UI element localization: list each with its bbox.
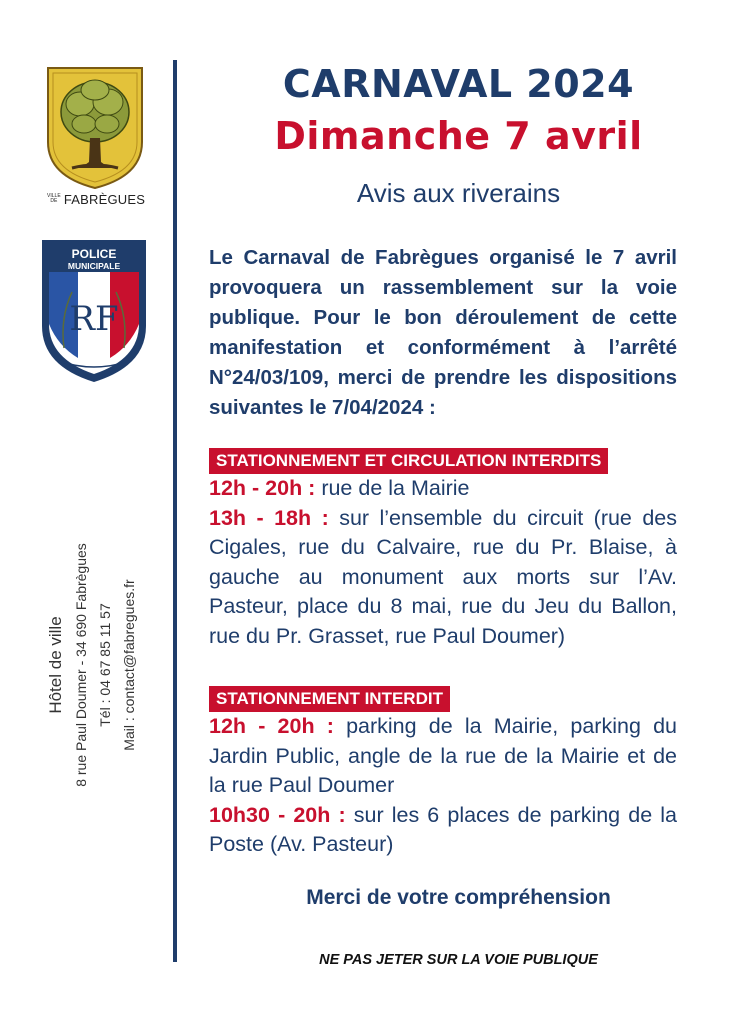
- address-name: Hôtel de ville: [46, 616, 65, 714]
- city-name-prefix: VILLE DE: [47, 193, 61, 204]
- footer-note: NE PAS JETER SUR LA VOIE PUBLIQUE: [319, 952, 598, 968]
- city-name-text: FABRÈGUES: [63, 191, 146, 207]
- police-municipale-badge: [38, 238, 150, 384]
- section-entry: [209, 712, 677, 801]
- badge-line2: MUNICIPALE: [67, 261, 121, 271]
- address-mail: Mail : contact@fabregues.fr: [121, 579, 137, 751]
- section-parking: [209, 712, 677, 860]
- entry-text: parking de la Mairie, parking du Jardin Public, angle de la rue de la Mairie et de la rue Paul Doumer: [209, 714, 677, 797]
- event-date: Dimanche 7 avril: [274, 114, 643, 158]
- section-label-parking-traffic: STATIONNEMENT ET CIRCULATION INTERDITS: [209, 448, 608, 474]
- badge-line1: POLICE: [71, 247, 117, 261]
- city-name: [44, 190, 148, 208]
- badge-monogram: RF: [69, 299, 119, 339]
- address-street: 8 rue Paul Doumer - 34 690 Fabrègues: [73, 543, 89, 787]
- closing-thanks: Merci de votre compréhension: [306, 886, 611, 909]
- section-entry: [209, 474, 677, 504]
- police-shield-icon: [38, 238, 150, 384]
- entry-time: 12h - 20h :: [209, 714, 334, 738]
- intro-paragraph: Le Carnaval de Fabrègues organisé le 7 avril provoquera un rassemblement sur la voie publique. Pour le bon déroulement de cette manifestation et conformément à l’arrêté N°24/03/109, merci de prendre les dispositions suivantes le 7/04/2024 :: [209, 246, 677, 419]
- oak-tree-icon: [44, 64, 146, 192]
- address-phone: Tél : 04 67 85 11 57: [97, 603, 113, 727]
- notice-subtitle: Avis aux riverains: [356, 178, 561, 208]
- event-title: CARNAVAL 2024: [282, 62, 635, 106]
- entry-text: sur l’ensemble du circuit (rue des Cigales, rue du Calvaire, rue du Pr. Blaise, à gauche au monument aux morts sur l’Av. Pasteur, place du 8 mai, rue du Jeu du Ballon, rue du Pr. Grasset, rue Paul Doumer): [209, 505, 677, 648]
- entry-time: 12h - 20h :: [209, 476, 316, 500]
- vertical-divider: [173, 60, 177, 962]
- section-entry: [209, 801, 677, 860]
- section-label-parking: STATIONNEMENT INTERDIT: [209, 686, 450, 712]
- entry-text: sur les 6 places de parking de la Poste (Av. Pasteur): [209, 802, 677, 856]
- entry-time: 10h30 - 20h :: [209, 802, 346, 827]
- section-parking-traffic: [209, 474, 677, 651]
- town-hall-address: [42, 500, 142, 830]
- entry-text: rue de la Mairie: [315, 476, 470, 500]
- section-entry: [209, 504, 677, 652]
- entry-time: 13h - 18h :: [209, 505, 329, 530]
